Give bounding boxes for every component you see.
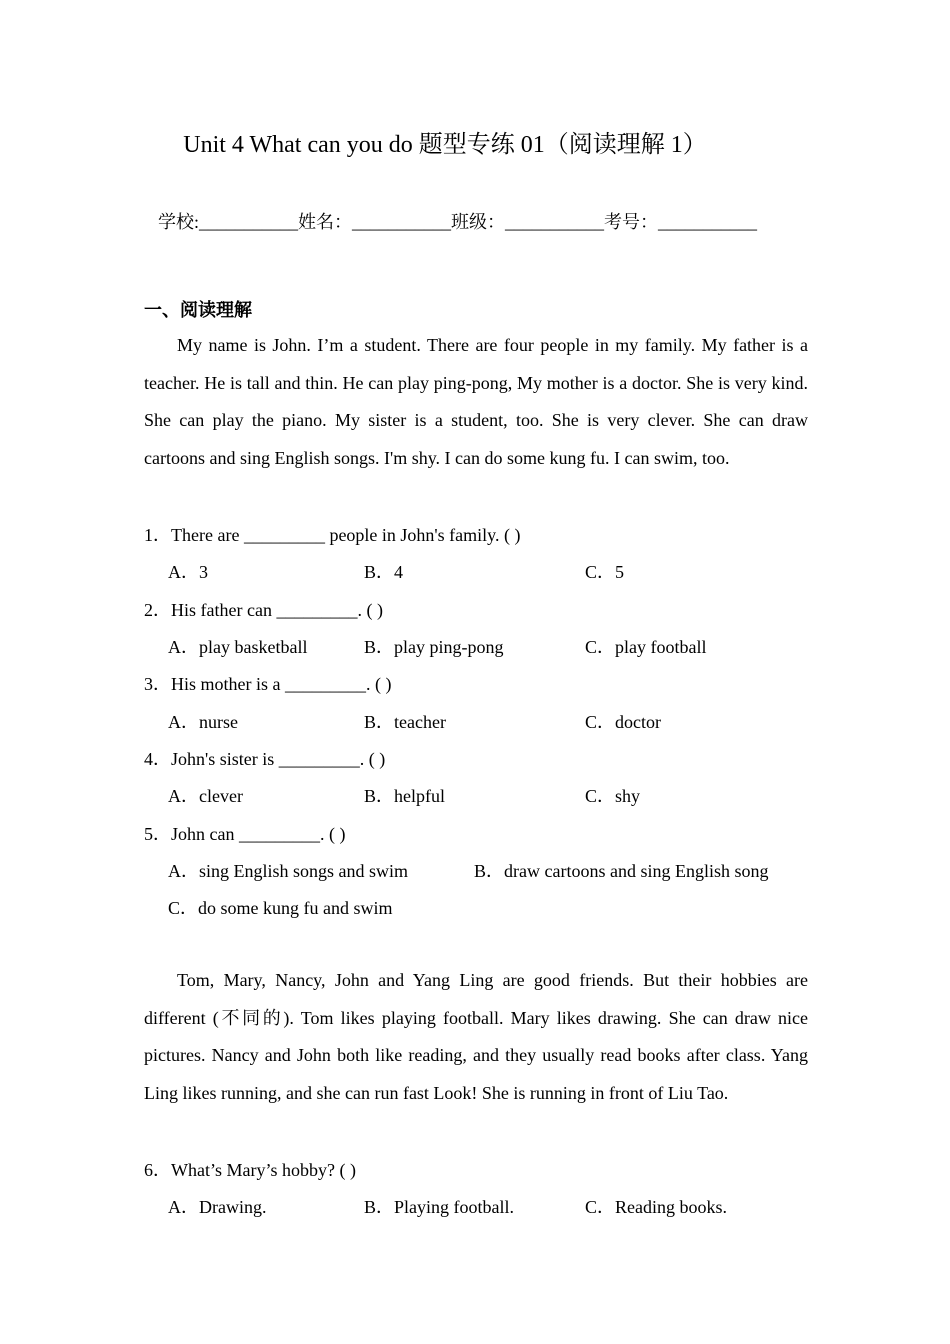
section-heading: 一、阅读理解 bbox=[144, 300, 252, 321]
question-4: 4．John's sister is _________. ( ) bbox=[144, 749, 386, 769]
q6-option-a: A．Drawing. bbox=[168, 1197, 267, 1217]
q5-option-b: B．draw cartoons and sing English song bbox=[474, 861, 769, 881]
q6-option-c: C．Reading books. bbox=[585, 1197, 727, 1217]
question-3: 3．His mother is a _________. ( ) bbox=[144, 674, 392, 694]
q5-option-c: C．do some kung fu and swim bbox=[168, 898, 393, 918]
q4-option-a: A．clever bbox=[168, 786, 243, 806]
q5-option-a: A．sing English songs and swim bbox=[168, 861, 409, 881]
q4-option-b: B．helpful bbox=[364, 786, 445, 806]
question-1: 1．There are _________ people in John's family. ( ) bbox=[144, 525, 521, 545]
q3-option-c: C．doctor bbox=[585, 712, 661, 732]
q1-option-a: A．3 bbox=[168, 562, 208, 582]
q3-option-a: A．nurse bbox=[168, 712, 238, 732]
question-5: 5．John can _________. ( ) bbox=[144, 824, 346, 844]
q3-option-b: B．teacher bbox=[364, 712, 446, 732]
page-title: Unit 4 What can you do 题型专练 01（阅读理解 1） bbox=[183, 132, 707, 158]
q2-option-a: A．play basketball bbox=[168, 637, 308, 657]
q2-option-b: B．play ping-pong bbox=[364, 637, 504, 657]
q2-option-c: C．play football bbox=[585, 637, 707, 657]
q6-option-b: B．Playing football. bbox=[364, 1197, 514, 1217]
passage-2: Tom, Mary, Nancy, John and Yang Ling are good friends. But their hobbies are different (不同的). Tom likes playing football. Mary likes drawing. She can draw nice pictures. Nancy and John both like reading, and they usually read books after class. Yang Ling likes running, and she can run fast Look! She is running in front of Liu Tao. bbox=[144, 970, 808, 1103]
question-2: 2．His father can _________. ( ) bbox=[144, 600, 383, 620]
q1-option-b: B．4 bbox=[364, 562, 404, 582]
q1-option-c: C．5 bbox=[585, 562, 625, 582]
q4-option-c: C．shy bbox=[585, 786, 641, 806]
question-6: 6．What’s Mary’s hobby? ( ) bbox=[144, 1160, 356, 1180]
student-info-line: 学校:___________姓名：___________班级：___________考号：___________ bbox=[158, 212, 757, 232]
passage-1: My name is John. I’m a student. There are four people in my family. My father is a teacher. He is tall and thin. He can play ping-pong, My mother is a doctor. She is very kind. She can play the piano. My sister is a student, too. She is very clever. She can draw cartoons and sing English songs. I'm shy. I can do some kung fu. I can swim, too. bbox=[144, 335, 808, 468]
